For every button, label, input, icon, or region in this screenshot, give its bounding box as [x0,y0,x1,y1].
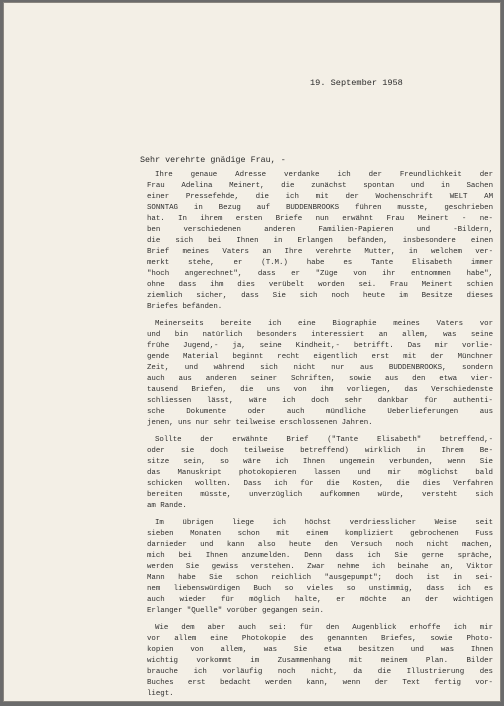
text-line: SONNTAG in Bezug auf BUDDENBROOKS führen musste, geschrieben [147,204,493,212]
paragraph [147,170,493,313]
text-line: sieben Monaten schon mit einem kompliziert gebrochenen Fuss [147,530,493,538]
text-line: schicken wollten. Dass ich für die Kosten, die dies Verfahren [147,480,493,488]
text-line: frühe Jugend,- ja, seine Kindheit,- betrifft. Das mir vorlie- [147,342,493,350]
text-line: vor allem eine Photokopie des genannten Briefes, sowie Photo- [147,635,493,643]
text-line: Ihre genaue Adresse verdanke ich der Freundlichkeit der [155,171,493,179]
text-line: mich bei Ihnen anzumelden. Denn dass ich Sie gerne spräche, [147,552,493,560]
paragraph [147,319,493,429]
text-line: oder sie doch teilweise betreffend) wirklich in Ihrem Be- [147,447,493,455]
letter-body [147,170,493,706]
text-line: liegt. [147,690,174,698]
text-line: Meinerseits bereite ich eine Biographie meines Vaters vor [155,320,493,328]
text-line: nem liebenswürdigen Buch so vieles so unstimmig, dass ich es [147,585,493,593]
letter-date: 19. September 1958 [310,78,403,88]
paragraph [147,623,493,700]
paragraph [147,435,493,512]
paragraph [147,518,493,617]
text-line: die sich bei Ihnen in Erlangen befänden, insbesondere einen [147,237,493,245]
text-line: das Manuskript photokopieren lassen und mir möglichst bald [147,469,493,477]
salutation: Sehr verehrte gnädige Frau, - [140,155,286,165]
text-line: Zeit, und während sich nicht nur aus BUDDENBROOKS, sondern [147,364,493,372]
text-line: Buches erst bedacht werden kann, wenn der Text fertig vor- [147,679,493,687]
text-line: bereiten müsste, unverzüglich aufkommen würde, versteht sich [147,491,493,499]
text-line: brauche ich vorläufig noch nicht, da die Illustrierung des [147,668,493,676]
text-line: Wie dem aber auch sei: für den Augenblick erhoffe ich mir [155,624,493,632]
text-line: darnieder und kann also heute den Versuch noch nicht machen, [147,541,493,549]
text-line: einer Pressefehde, die ich mit der Wochenschrift WELT AM [147,193,493,201]
text-line: werden Sie gewiss verstehen. Zwar nehme ich beinahe an, Viktor [147,563,493,571]
text-line: am Rande. [147,502,187,510]
text-line: auch aus anderen seiner Schriften, sowie aus den etwa vier- [147,375,493,383]
text-line: Brief meines Vaters an Ihre verehrte Mutter, in welchem ver- [147,248,493,256]
text-line: Sollte der erwähnte Brief ("Tante Elisabeth" betreffend,- [155,436,493,444]
text-line: "hoch angerechnet", dass er "Züge von ihr entnommen habe", [147,270,493,278]
text-line: Briefes befänden. [147,303,223,311]
text-line: ziemlich sicher, dass Sie sich noch heute im Besitze dieses [147,292,493,300]
text-line: merkt stehe, er (T.M.) habe es Tante Elisabeth immer [147,259,493,267]
text-line: hat. In ihrem ersten Briefe nun erwähnt Frau Meinert - ne- [147,215,493,223]
text-line: Frau Adelina Meinert, die zunächst spontan und in Sachen [147,182,493,190]
text-line: schliessen lässt, wäre ich doch sehr dankbar für authenti- [147,397,493,405]
text-line: Erlanger "Quelle" vorüber gegangen sein. [147,607,324,615]
text-line: und bin natürlich besonders interessiert an allem, was seine [147,331,493,339]
text-line: ohne dass ihm dies verübelt worden sei. Frau Meinert schien [147,281,493,289]
text-line: ben verschiedenen anderen Familien-Papieren und -Bildern, [147,226,493,234]
text-line: sche Dokumente oder auch mündliche Ueberlieferungen aus [147,408,493,416]
letter-page [3,2,501,702]
text-line: Mann habe Sie schon reichlich "ausgepumpt"; doch ist in sei- [147,574,493,582]
text-line: wichtig vorkommt im Zusammenhang mit meinem Plan. Bilder [147,657,493,665]
text-line: sitze sein, so wäre ich Ihnen ungemein verbunden, wenn Sie [147,458,493,466]
text-line: jenen, uns nur sehr teilweise erschlossenen Jahren. [147,419,373,427]
text-line: auch wieder für möglich halte, er möchte an der wichtigen [147,596,493,604]
text-line: gende Material beginnt recht eigentlich erst mit der Münchner [147,353,493,361]
text-line: tausend Briefen, die uns von ihm vorliegen, das Verschiedenste [147,386,493,394]
text-line: Im übrigen liege ich höchst verdriesslicher Weise seit [155,519,493,527]
text-line: kopien von allem, was Sie etwa besitzen und was Ihnen [147,646,493,654]
